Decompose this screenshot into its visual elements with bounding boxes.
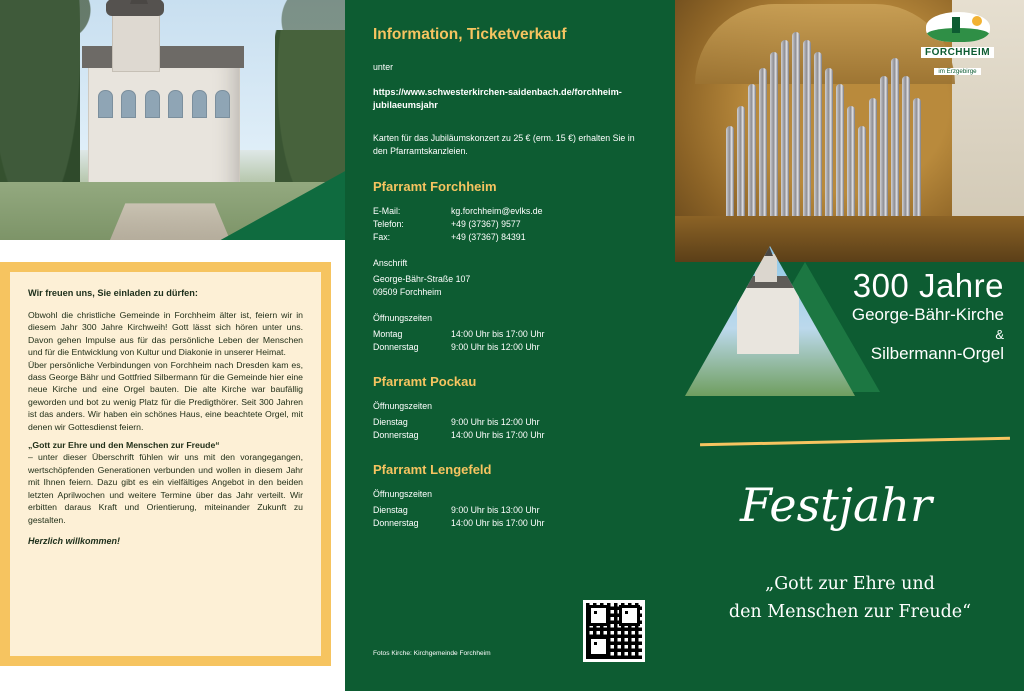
- headline-church: George-Bähr-Kirche: [851, 305, 1004, 324]
- office-hours: [373, 400, 647, 442]
- tower-shape: [952, 17, 960, 33]
- hours-label: Öffnungszeiten: [373, 313, 433, 323]
- qr-eye-icon: [588, 605, 609, 626]
- sun-icon: [972, 16, 982, 26]
- church-windows: [98, 90, 230, 170]
- hours-row: [373, 504, 647, 517]
- qr-code[interactable]: [583, 600, 645, 662]
- contact-row: [373, 205, 647, 218]
- green-corner-shape: [217, 170, 345, 240]
- headline-organ: Silbermann-Orgel: [870, 344, 1004, 363]
- path: [110, 203, 230, 240]
- hours-row: [373, 341, 647, 354]
- hours-label: Öffnungszeiten: [373, 401, 433, 411]
- invitation-paragraph: Obwohl die christliche Gemeinde in Forchheim älter ist, feiern wir in diesem Jahr 300 Jahre Kirchweih! Gott lässt sich hören unter uns. Davon gehen Impulse aus für das persönliche Leben der Menschen und für die Entwicklung von Kultur und Diakonie in unserer Heimat.: [28, 310, 303, 358]
- church-spire: [130, 0, 148, 4]
- logo-name: FORCHHEIM: [921, 47, 994, 58]
- office-hours: [373, 488, 647, 530]
- contact-label: E-Mail:: [373, 206, 401, 216]
- contact-value: +49 (37367) 84391: [451, 232, 526, 242]
- hours-row: [373, 429, 647, 442]
- office-title: Pfarramt Pockau: [373, 374, 477, 389]
- invitation-highlight: „Gott zur Ehre und den Menschen zur Freude“: [28, 440, 220, 451]
- hours-row: [373, 328, 647, 341]
- invitation-paragraph: – unter dieser Überschrift fühlen wir uns mit den vorangegangen, wertschöpfenden Generationen verbunden und wollen in diesem Jahr mit Ihnen feiern. Dazu gibt es ein vielfältiges Angebot in den beiden letzten Aprilwochen und weitere Termine über das Jahr verteilt. Wir erbitten daraus Kraft und Orientierung, miteinander Zukunft zu gestalten.: [28, 452, 303, 525]
- festjahr-title: Festjahr: [740, 478, 933, 532]
- church-tower: [112, 8, 160, 72]
- organ-base: [675, 216, 1024, 262]
- hours-row: [373, 517, 647, 530]
- hours-time: 14:00 Uhr bis 17:00 Uhr: [451, 329, 545, 339]
- forchheim-logo: [905, 12, 1010, 75]
- divider: [0, 240, 345, 262]
- hours-day: Montag: [373, 329, 403, 339]
- photo-credit: Fotos Kirche: Kirchgemeinde Forchheim: [373, 650, 491, 657]
- hours-day: Donnerstag: [373, 342, 419, 352]
- hours-time: 14:00 Uhr bis 17:00 Uhr: [451, 518, 545, 528]
- contact-row: [373, 231, 647, 244]
- church-roof: [82, 46, 244, 68]
- info-panel: [345, 0, 675, 691]
- address-line: George-Bähr-Straße 107: [373, 274, 471, 284]
- contact-row: [373, 218, 647, 231]
- address-label: Anschrift: [373, 258, 408, 268]
- hours-day: Donnerstag: [373, 430, 419, 440]
- contact-value[interactable]: kg.forchheim@evlks.de: [451, 206, 543, 216]
- church-hill-sun-logo-icon: [926, 12, 990, 42]
- hours-time: 9:00 Uhr bis 13:00 Uhr: [451, 505, 540, 515]
- info-url[interactable]: https://www.schwesterkirchen-saidenbach.de/forchheim-jubilaeumsjahr: [373, 87, 622, 110]
- hours-day: Dienstag: [373, 505, 408, 515]
- hours-row: [373, 416, 647, 429]
- church-exterior-photo: [0, 0, 345, 240]
- office-hours: [373, 312, 647, 354]
- info-title: Information, Ticketverkauf: [373, 26, 567, 43]
- qr-eye-icon: [588, 636, 609, 657]
- contact-label: Telefon:: [373, 219, 404, 229]
- contact-value: +49 (37367) 9577: [451, 219, 521, 229]
- info-unter-label: unter: [373, 62, 394, 72]
- left-panel: [0, 0, 345, 691]
- logo-subtitle: im Erzgebirge: [934, 68, 980, 75]
- quote-line: den Menschen zur Freude“: [728, 602, 972, 622]
- hours-time: 14:00 Uhr bis 17:00 Uhr: [451, 430, 545, 440]
- ticket-note: Karten für das Jubiläumskonzert zu 25 € (erm. 15 €) erhalten Sie in den Pfarramtskanzleien.: [373, 133, 635, 156]
- hours-day: Dienstag: [373, 417, 408, 427]
- hours-time: 9:00 Uhr bis 12:00 Uhr: [451, 342, 540, 352]
- cover-headline: [754, 268, 1004, 365]
- contact-label: Fax:: [373, 232, 391, 242]
- headline-300-jahre: 300 Jahre: [852, 267, 1004, 304]
- invitation-body: [28, 309, 303, 526]
- hours-day: Donnerstag: [373, 518, 419, 528]
- welcome-line: Herzlich willkommen!: [28, 535, 121, 546]
- office-title: Pfarramt Lengefeld: [373, 462, 492, 477]
- invitation-text-card: [10, 272, 321, 656]
- invitation-paragraph: Über persönliche Verbindungen von Forchheim nach Dresden kam es, dass George Bähr und Gottfried Silbermann für die Gemeinde hier eine neue Kirche und eine Orgel bauten. Die alte Kirche war baufällig geworden und bot zu wenig Platz für die Predigthörer. Seit 300 Jahren ist das anders. Wir haben ein schönes Haus, eine beachtete Orgel, mit denen wir Gottesdienst feiern.: [28, 359, 303, 432]
- office-title: Pfarramt Forchheim: [373, 179, 497, 194]
- cover-quote: [690, 570, 1010, 626]
- qr-code-pattern: [586, 603, 642, 659]
- hours-label: Öffnungszeiten: [373, 489, 433, 499]
- address-line: 09509 Forchheim: [373, 287, 442, 297]
- headline-ampersand: &: [995, 327, 1004, 342]
- hours-time: 9:00 Uhr bis 12:00 Uhr: [451, 417, 540, 427]
- invitation-lead: Wir freuen uns, Sie einladen zu dürfen:: [28, 288, 198, 298]
- office-contacts: [373, 205, 647, 244]
- office-address: [373, 257, 647, 299]
- qr-eye-icon: [619, 605, 640, 626]
- quote-line: „Gott zur Ehre und: [765, 574, 935, 594]
